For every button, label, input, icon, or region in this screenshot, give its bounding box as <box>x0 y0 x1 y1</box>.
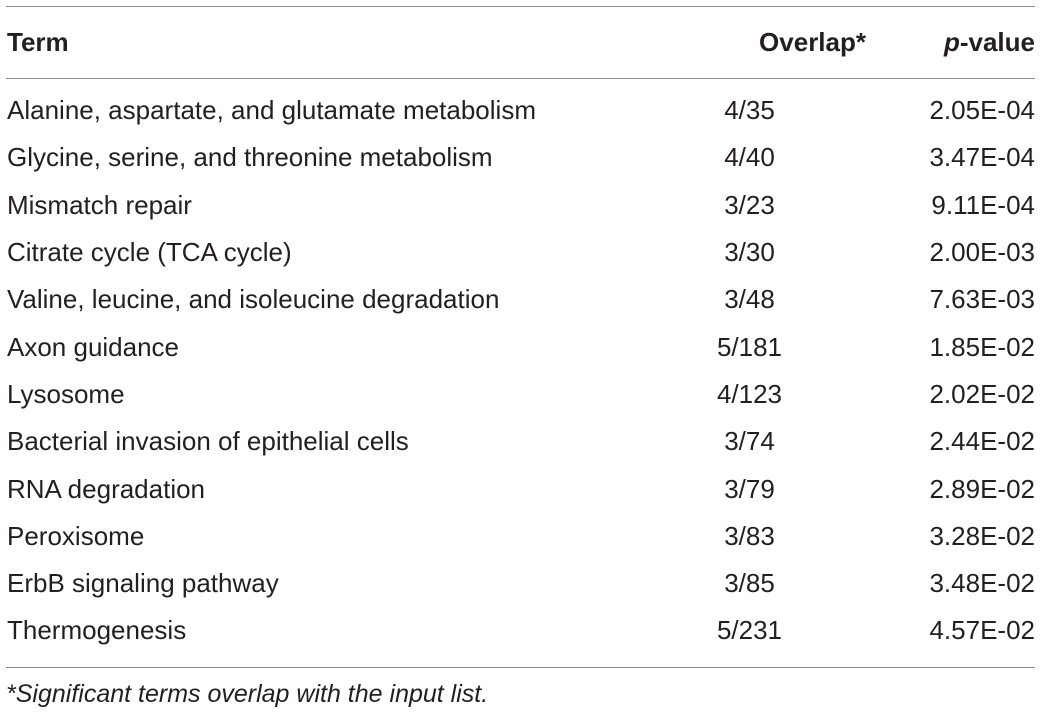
cell-term: Mismatch repair <box>7 189 192 220</box>
table-row <box>6 418 1035 465</box>
bottom-rule <box>6 667 1035 668</box>
cell-term: Valine, leucine, and isoleucine degradation <box>7 284 500 315</box>
table-row <box>6 371 1035 418</box>
table-header-row <box>6 7 1035 78</box>
table-row <box>6 182 1035 229</box>
header-pvalue-rest: -value <box>959 27 1035 57</box>
header-pvalue <box>872 27 1035 58</box>
cell-pvalue: 2.05E-04 <box>929 95 1035 126</box>
cell-pvalue: 3.28E-02 <box>929 520 1035 551</box>
cell-overlap: 3/74 <box>724 426 775 457</box>
cell-pvalue: 7.63E-03 <box>929 284 1035 315</box>
cell-overlap: 5/181 <box>716 331 783 362</box>
cell-overlap: 3/23 <box>724 189 775 220</box>
table-row <box>6 513 1035 560</box>
cell-pvalue: 3.47E-04 <box>929 142 1035 173</box>
cell-overlap: 3/83 <box>724 520 775 551</box>
cell-overlap: 4/123 <box>716 378 783 409</box>
table-row <box>6 607 1035 654</box>
cell-pvalue: 2.89E-02 <box>929 473 1035 504</box>
header-pvalue-italic: p <box>943 27 960 57</box>
cell-term: ErbB signaling pathway <box>7 568 279 599</box>
table-row <box>6 323 1035 370</box>
cell-overlap: 3/79 <box>724 473 775 504</box>
cell-pvalue: 2.02E-02 <box>929 378 1035 409</box>
cell-pvalue: 1.85E-02 <box>929 331 1035 362</box>
cell-overlap: 3/85 <box>724 568 775 599</box>
cell-term: Glycine, serine, and threonine metabolism <box>7 142 493 173</box>
cell-overlap: 5/231 <box>716 615 783 646</box>
table-row <box>6 465 1035 512</box>
table-row <box>6 87 1035 134</box>
header-term: Term <box>7 27 69 57</box>
cell-pvalue: 2.00E-03 <box>929 237 1035 268</box>
table-body <box>6 79 1035 667</box>
cell-pvalue: 2.44E-02 <box>929 426 1035 457</box>
cell-term: Alanine, aspartate, and glutamate metabolism <box>7 95 536 126</box>
cell-term: Citrate cycle (TCA cycle) <box>7 237 292 268</box>
table-row <box>6 134 1035 181</box>
cell-pvalue: 9.11E-04 <box>931 189 1035 220</box>
cell-term: Axon guidance <box>7 331 180 362</box>
cell-term: Lysosome <box>7 378 125 409</box>
cell-term: RNA degradation <box>7 473 206 504</box>
cell-pvalue: 3.48E-02 <box>929 568 1035 599</box>
cell-overlap: 3/48 <box>724 284 775 315</box>
cell-term: Bacterial invasion of epithelial cells <box>7 426 409 457</box>
header-overlap: Overlap* <box>759 27 866 57</box>
table-row <box>6 229 1035 276</box>
cell-overlap: 4/35 <box>724 95 775 126</box>
cell-term: Thermogenesis <box>7 615 187 646</box>
table-row <box>6 276 1035 323</box>
enrichment-table <box>6 6 1035 668</box>
cell-overlap: 3/30 <box>724 237 775 268</box>
cell-term: Peroxisome <box>7 520 145 551</box>
table-row <box>6 560 1035 607</box>
cell-overlap: 4/40 <box>724 142 775 173</box>
table-footnote: *Significant terms overlap with the input list. <box>6 680 489 708</box>
cell-pvalue: 4.57E-02 <box>929 615 1035 646</box>
